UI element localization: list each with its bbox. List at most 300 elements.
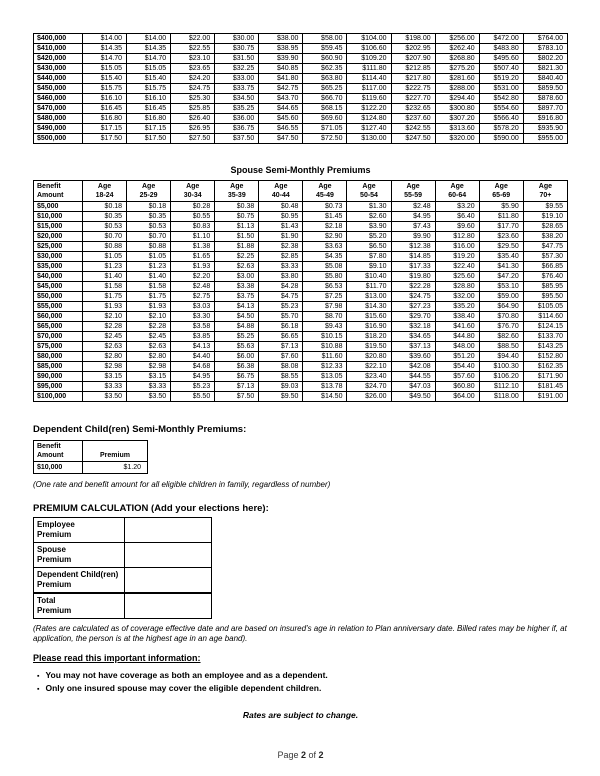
bullet-icon: ▪ bbox=[37, 673, 40, 680]
premium-value-cell: $840.40 bbox=[523, 74, 567, 84]
premium-value-cell: $76.40 bbox=[523, 272, 567, 282]
footer-page-label: Page bbox=[277, 750, 299, 760]
premium-value-cell: $11.70 bbox=[347, 282, 391, 292]
age-band-header: Age 45-49 bbox=[303, 181, 347, 202]
benefit-amount-cell: $5,000 bbox=[34, 202, 83, 212]
premium-value-cell: $7.43 bbox=[391, 222, 435, 232]
table-row bbox=[34, 212, 568, 222]
premium-value-cell: $133.70 bbox=[523, 332, 567, 342]
premium-value-cell: $95.50 bbox=[523, 292, 567, 302]
premium-value-cell: $24.75 bbox=[171, 84, 215, 94]
premium-value-cell: $44.65 bbox=[259, 104, 303, 114]
premium-value-cell: $217.80 bbox=[391, 74, 435, 84]
premium-value-cell: $2.48 bbox=[391, 202, 435, 212]
premium-value-cell: $6.18 bbox=[259, 322, 303, 332]
premium-value-cell: $0.75 bbox=[215, 212, 259, 222]
premium-value-cell: $495.60 bbox=[479, 54, 523, 64]
calc-entry-cell bbox=[125, 518, 212, 543]
premium-value-cell: $783.10 bbox=[523, 44, 567, 54]
premium-value-cell: $1.13 bbox=[215, 222, 259, 232]
premium-value-cell: $1.58 bbox=[83, 282, 127, 292]
premium-value-cell: $22.00 bbox=[171, 34, 215, 44]
premium-value-cell: $2.10 bbox=[83, 312, 127, 322]
premium-value-cell: $16.00 bbox=[435, 242, 479, 252]
benefit-amount-cell: $30,000 bbox=[34, 252, 83, 262]
calc-row-label: Employee Premium bbox=[34, 518, 125, 543]
premium-value-cell: $38.20 bbox=[523, 232, 567, 242]
premium-value-cell: $16.80 bbox=[83, 114, 127, 124]
premium-value-cell: $1.30 bbox=[347, 202, 391, 212]
premium-value-cell: $2.28 bbox=[127, 322, 171, 332]
table-row bbox=[34, 282, 568, 292]
premium-value-cell: $4.75 bbox=[259, 292, 303, 302]
premium-value-cell: $207.90 bbox=[391, 54, 435, 64]
premium-value-cell: $519.20 bbox=[479, 74, 523, 84]
calc-row-label: Total Premium bbox=[34, 593, 125, 619]
premium-value-cell: $47.03 bbox=[391, 382, 435, 392]
premium-value-cell: $2.28 bbox=[83, 322, 127, 332]
premium-value-cell: $14.50 bbox=[303, 392, 347, 402]
premium-value-cell: $17.15 bbox=[127, 124, 171, 134]
premium-value-cell: $3.63 bbox=[303, 242, 347, 252]
premium-value-cell: $15.75 bbox=[83, 84, 127, 94]
premium-value-cell: $64.90 bbox=[479, 302, 523, 312]
table-row bbox=[34, 94, 568, 104]
premium-value-cell: $10.15 bbox=[303, 332, 347, 342]
premium-value-cell: $17.70 bbox=[479, 222, 523, 232]
premium-value-cell: $42.75 bbox=[259, 84, 303, 94]
premium-value-cell: $7.25 bbox=[303, 292, 347, 302]
footer-total-pages: 2 bbox=[318, 750, 324, 760]
premium-value-cell: $9.43 bbox=[303, 322, 347, 332]
premium-value-cell: $57.30 bbox=[523, 252, 567, 262]
premium-value-cell: $14.00 bbox=[127, 34, 171, 44]
premium-value-cell: $256.00 bbox=[435, 34, 479, 44]
benefit-amount-cell: $430,000 bbox=[34, 64, 83, 74]
premium-value-cell: $49.50 bbox=[391, 392, 435, 402]
benefit-amount-cell: $70,000 bbox=[34, 332, 83, 342]
table-row bbox=[34, 252, 568, 262]
premium-value-cell: $15.40 bbox=[83, 74, 127, 84]
premium-value-cell: $25.60 bbox=[435, 272, 479, 282]
premium-value-cell: $4.40 bbox=[171, 352, 215, 362]
premium-value-cell: $222.75 bbox=[391, 84, 435, 94]
premium-value-cell: $104.00 bbox=[347, 34, 391, 44]
dependent-note: (One rate and benefit amount for all eligible children in family, regardless of number) bbox=[33, 480, 331, 489]
premium-value-cell: $320.00 bbox=[435, 134, 479, 144]
premium-value-cell: $106.60 bbox=[347, 44, 391, 54]
table-row bbox=[34, 104, 568, 114]
table-row bbox=[34, 292, 568, 302]
premium-value-cell: $2.90 bbox=[303, 232, 347, 242]
premium-value-cell: $4.13 bbox=[171, 342, 215, 352]
table-row bbox=[34, 372, 568, 382]
premium-value-cell: $143.25 bbox=[523, 342, 567, 352]
premium-value-cell: $25.30 bbox=[171, 94, 215, 104]
premium-value-cell: $51.20 bbox=[435, 352, 479, 362]
premium-value-cell: $36.75 bbox=[215, 124, 259, 134]
premium-value-cell: $4.95 bbox=[391, 212, 435, 222]
premium-value-cell: $35.25 bbox=[215, 104, 259, 114]
premium-value-cell: $122.20 bbox=[347, 104, 391, 114]
premium-value-cell: $6.00 bbox=[215, 352, 259, 362]
premium-value-cell: $17.33 bbox=[391, 262, 435, 272]
premium-value-cell: $7.80 bbox=[347, 252, 391, 262]
premium-value-cell: $3.30 bbox=[171, 312, 215, 322]
premium-value-cell: $1.88 bbox=[215, 242, 259, 252]
premium-value-cell: $16.45 bbox=[83, 104, 127, 114]
premium-value-cell: $542.80 bbox=[479, 94, 523, 104]
premium-value-cell: $11.60 bbox=[303, 352, 347, 362]
premium-value-cell: $3.33 bbox=[83, 382, 127, 392]
premium-value-cell: $18.20 bbox=[347, 332, 391, 342]
calc-row-label: Dependent Child(ren) Premium bbox=[34, 568, 125, 594]
premium-value-cell: $124.80 bbox=[347, 114, 391, 124]
premium-value-cell: $0.53 bbox=[127, 222, 171, 232]
premium-value-cell: $111.80 bbox=[347, 64, 391, 74]
premium-value-cell: $16.10 bbox=[83, 94, 127, 104]
table-row bbox=[34, 84, 568, 94]
page-footer bbox=[33, 750, 568, 761]
premium-value-cell: $307.20 bbox=[435, 114, 479, 124]
table-row bbox=[34, 74, 568, 84]
premium-value-cell: $41.60 bbox=[435, 322, 479, 332]
premium-value-cell: $3.00 bbox=[215, 272, 259, 282]
premium-value-cell: $27.23 bbox=[391, 302, 435, 312]
age-band-header: Age 18-24 bbox=[83, 181, 127, 202]
premium-value-cell: $3.33 bbox=[259, 262, 303, 272]
premium-value-cell: $0.88 bbox=[127, 242, 171, 252]
premium-value-cell: $6.65 bbox=[259, 332, 303, 342]
premium-value-cell: $191.00 bbox=[523, 392, 567, 402]
premium-value-cell: $47.50 bbox=[259, 134, 303, 144]
premium-value-cell: $897.70 bbox=[523, 104, 567, 114]
premium-value-cell: $44.55 bbox=[391, 372, 435, 382]
premium-value-cell: $60.80 bbox=[435, 382, 479, 392]
table-row bbox=[34, 34, 568, 44]
premium-value-cell: $12.33 bbox=[303, 362, 347, 372]
premium-value-cell: $2.10 bbox=[127, 312, 171, 322]
calc-entry-cell bbox=[125, 593, 212, 619]
premium-header: Premium bbox=[83, 441, 148, 462]
premium-value-cell: $6.38 bbox=[215, 362, 259, 372]
premium-value-cell: $3.15 bbox=[83, 372, 127, 382]
calc-entry-cell bbox=[125, 568, 212, 594]
premium-value-cell: $1.58 bbox=[127, 282, 171, 292]
premium-value-cell: $0.83 bbox=[171, 222, 215, 232]
premium-value-cell: $19.50 bbox=[347, 342, 391, 352]
premium-value-cell: $2.45 bbox=[83, 332, 127, 342]
benefit-amount-cell: $60,000 bbox=[34, 312, 83, 322]
premium-value-cell: $2.85 bbox=[259, 252, 303, 262]
premium-value-cell: $0.70 bbox=[127, 232, 171, 242]
premium-value-cell: $114.60 bbox=[523, 312, 567, 322]
table-header-row bbox=[34, 441, 148, 462]
age-band-header: Age 40-44 bbox=[259, 181, 303, 202]
table-row bbox=[34, 362, 568, 372]
premium-value-cell: $39.60 bbox=[391, 352, 435, 362]
table-row bbox=[34, 262, 568, 272]
premium-value-cell: $0.95 bbox=[259, 212, 303, 222]
premium-value-cell: $2.38 bbox=[259, 242, 303, 252]
premium-value-cell: $955.00 bbox=[523, 134, 567, 144]
premium-value-cell: $100.30 bbox=[479, 362, 523, 372]
premium-value-cell: $69.60 bbox=[303, 114, 347, 124]
premium-value-cell: $566.40 bbox=[479, 114, 523, 124]
benefit-amount-cell: $450,000 bbox=[34, 84, 83, 94]
table-row bbox=[34, 322, 568, 332]
age-band-header: Age 30-34 bbox=[171, 181, 215, 202]
premium-value-cell: $1.43 bbox=[259, 222, 303, 232]
premium-value-cell: $13.00 bbox=[347, 292, 391, 302]
table-row bbox=[34, 114, 568, 124]
employee-premiums-table-continued bbox=[33, 33, 568, 144]
premium-value-cell: $39.90 bbox=[259, 54, 303, 64]
table-row bbox=[34, 232, 568, 242]
benefit-amount-cell: $25,000 bbox=[34, 242, 83, 252]
premium-value-cell: $26.95 bbox=[171, 124, 215, 134]
premium-value-cell: $59.45 bbox=[303, 44, 347, 54]
premium-value-cell: $12.80 bbox=[435, 232, 479, 242]
premium-value-cell: $14.70 bbox=[127, 54, 171, 64]
benefit-amount-cell: $500,000 bbox=[34, 134, 83, 144]
age-band-header: Age 65-69 bbox=[479, 181, 523, 202]
premium-value-cell: $31.50 bbox=[215, 54, 259, 64]
premium-value-cell: $24.20 bbox=[171, 74, 215, 84]
premium-value-cell: $237.60 bbox=[391, 114, 435, 124]
premium-value-cell: $4.35 bbox=[303, 252, 347, 262]
spouse-premiums-table bbox=[33, 180, 568, 402]
premium-value-cell: $2.48 bbox=[171, 282, 215, 292]
premium-value-cell: $0.55 bbox=[171, 212, 215, 222]
dependent-premiums-table bbox=[33, 440, 148, 474]
premium-value-cell: $1.50 bbox=[215, 232, 259, 242]
benefit-amount-cell: $10,000 bbox=[34, 462, 83, 474]
premium-value-cell: $2.60 bbox=[347, 212, 391, 222]
premium-value-cell: $65.25 bbox=[303, 84, 347, 94]
premium-value-cell: $60.90 bbox=[303, 54, 347, 64]
premium-value-cell: $27.50 bbox=[171, 134, 215, 144]
premium-value-cell: $127.40 bbox=[347, 124, 391, 134]
premium-value-cell: $1.05 bbox=[127, 252, 171, 262]
premium-value-cell: $3.33 bbox=[127, 382, 171, 392]
premium-value-cell: $30.75 bbox=[215, 44, 259, 54]
premium-value-cell: $483.80 bbox=[479, 44, 523, 54]
premium-value-cell: $9.90 bbox=[391, 232, 435, 242]
premium-value-cell: $22.28 bbox=[391, 282, 435, 292]
premium-value-cell: $2.18 bbox=[303, 222, 347, 232]
premium-value-cell: $275.20 bbox=[435, 64, 479, 74]
list-item bbox=[33, 683, 568, 696]
premium-value-cell: $0.18 bbox=[83, 202, 127, 212]
premium-value-cell: $6.75 bbox=[215, 372, 259, 382]
premium-value-cell: $5.90 bbox=[479, 202, 523, 212]
premium-value-cell: $859.50 bbox=[523, 84, 567, 94]
premium-value-cell: $313.60 bbox=[435, 124, 479, 134]
rates-subject-to-change-note: Rates are subject to change. bbox=[242, 710, 359, 720]
premium-value-cell: $23.40 bbox=[347, 372, 391, 382]
table-row bbox=[34, 518, 212, 543]
premium-value-cell: $25.85 bbox=[171, 104, 215, 114]
table-row bbox=[34, 302, 568, 312]
premium-value-cell: $5.23 bbox=[259, 302, 303, 312]
premium-value-cell: $1.90 bbox=[259, 232, 303, 242]
premium-value-cell: $0.53 bbox=[83, 222, 127, 232]
premium-value-cell: $38.00 bbox=[259, 34, 303, 44]
premium-value-cell: $117.00 bbox=[347, 84, 391, 94]
age-band-header: Age 70+ bbox=[523, 181, 567, 202]
table-row bbox=[34, 382, 568, 392]
premium-value-cell: $85.95 bbox=[523, 282, 567, 292]
premium-value-cell: $2.25 bbox=[215, 252, 259, 262]
age-band-header: Age 35-39 bbox=[215, 181, 259, 202]
benefit-amount-cell: $20,000 bbox=[34, 232, 83, 242]
premium-value-cell: $43.70 bbox=[259, 94, 303, 104]
premium-value-cell: $59.00 bbox=[479, 292, 523, 302]
premium-value-cell: $62.35 bbox=[303, 64, 347, 74]
premium-value-cell: $41.80 bbox=[259, 74, 303, 84]
premium-value-cell: $3.15 bbox=[127, 372, 171, 382]
premium-value-cell: $764.00 bbox=[523, 34, 567, 44]
premium-value-cell: $47.75 bbox=[523, 242, 567, 252]
premium-value-cell: $23.10 bbox=[171, 54, 215, 64]
table-row bbox=[34, 462, 148, 474]
premium-value-cell: $1.23 bbox=[83, 262, 127, 272]
premium-value-cell: $916.80 bbox=[523, 114, 567, 124]
premium-value-cell: $15.40 bbox=[127, 74, 171, 84]
premium-value-cell: $0.70 bbox=[83, 232, 127, 242]
premium-value-cell: $22.10 bbox=[347, 362, 391, 372]
premium-value-cell: $14.85 bbox=[391, 252, 435, 262]
premium-value-cell: $20.80 bbox=[347, 352, 391, 362]
benefit-amount-cell: $470,000 bbox=[34, 104, 83, 114]
premium-value-cell: $2.63 bbox=[215, 262, 259, 272]
premium-value-cell: $17.50 bbox=[83, 134, 127, 144]
table-row bbox=[34, 134, 568, 144]
premium-value-cell: $119.60 bbox=[347, 94, 391, 104]
premium-value-cell: $9.03 bbox=[259, 382, 303, 392]
premium-value-cell: $38.95 bbox=[259, 44, 303, 54]
table-row bbox=[34, 44, 568, 54]
age-band-header: Age 60-64 bbox=[435, 181, 479, 202]
table-row bbox=[34, 352, 568, 362]
premium-value-cell: $29.70 bbox=[391, 312, 435, 322]
premium-value-cell: $23.60 bbox=[479, 232, 523, 242]
rates-calculation-note: (Rates are calculated as of coverage effective date and are based on insured's age in relation to Plan anniversary date. Billed rates may be higher if, at application, the person is at the highest age in an age band). bbox=[33, 624, 567, 643]
important-info-list bbox=[33, 670, 568, 695]
premium-value-cell: $8.70 bbox=[303, 312, 347, 322]
table-row bbox=[34, 54, 568, 64]
premium-value-cell: $76.70 bbox=[479, 322, 523, 332]
premium-value-cell: $3.80 bbox=[259, 272, 303, 282]
premium-value-cell: $47.20 bbox=[479, 272, 523, 282]
premium-value-cell: $16.45 bbox=[127, 104, 171, 114]
premium-value-cell: $7.60 bbox=[259, 352, 303, 362]
calc-entry-cell bbox=[125, 543, 212, 568]
premium-value-cell: $70.80 bbox=[479, 312, 523, 322]
bullet-text: Only one insured spouse may cover the eligible dependent children. bbox=[45, 682, 322, 693]
footer-of-label: of bbox=[308, 750, 317, 760]
premium-value-cell: $22.40 bbox=[435, 262, 479, 272]
premium-value-cell: $32.18 bbox=[391, 322, 435, 332]
premium-value-cell: $15.05 bbox=[83, 64, 127, 74]
premium-value-cell: $3.38 bbox=[215, 282, 259, 292]
premium-value-cell: $1.40 bbox=[83, 272, 127, 282]
premium-value-cell: $14.35 bbox=[83, 44, 127, 54]
premium-value-cell: $0.88 bbox=[83, 242, 127, 252]
premium-value-cell: $35.40 bbox=[479, 252, 523, 262]
premium-value-cell: $9.55 bbox=[523, 202, 567, 212]
benefit-amount-cell: $490,000 bbox=[34, 124, 83, 134]
benefit-amount-cell: $80,000 bbox=[34, 352, 83, 362]
premium-value-cell: $472.00 bbox=[479, 34, 523, 44]
premium-value-cell: $3.50 bbox=[127, 392, 171, 402]
premium-value-cell: $19.80 bbox=[391, 272, 435, 282]
premium-value-cell: $1.75 bbox=[83, 292, 127, 302]
premium-value-cell: $37.50 bbox=[215, 134, 259, 144]
premium-value-cell: $106.20 bbox=[479, 372, 523, 382]
premium-value-cell: $3.03 bbox=[171, 302, 215, 312]
premium-value-cell: $3.50 bbox=[83, 392, 127, 402]
premium-value-cell: $46.55 bbox=[259, 124, 303, 134]
benefit-amount-cell: $15,000 bbox=[34, 222, 83, 232]
premium-value-cell: $35.20 bbox=[435, 302, 479, 312]
premium-value-cell: $198.00 bbox=[391, 34, 435, 44]
premium-value-cell: $7.50 bbox=[215, 392, 259, 402]
premium-value-cell: $262.40 bbox=[435, 44, 479, 54]
premium-value-cell: $34.65 bbox=[391, 332, 435, 342]
premium-value-cell: $0.38 bbox=[215, 202, 259, 212]
premium-value-cell: $5.20 bbox=[347, 232, 391, 242]
premium-value-cell: $5.23 bbox=[171, 382, 215, 392]
premium-value-cell: $2.63 bbox=[83, 342, 127, 352]
premium-value-cell: $3.58 bbox=[171, 322, 215, 332]
benefit-amount-cell: $10,000 bbox=[34, 212, 83, 222]
premium-value-cell: $935.90 bbox=[523, 124, 567, 134]
premium-value-cell: $28.80 bbox=[435, 282, 479, 292]
premium-value-cell: $24.75 bbox=[391, 292, 435, 302]
premium-value-cell: $2.98 bbox=[127, 362, 171, 372]
premium-value-cell: $30.00 bbox=[215, 34, 259, 44]
premium-value-cell: $578.20 bbox=[479, 124, 523, 134]
premium-value-cell: $15.60 bbox=[347, 312, 391, 322]
premium-value-cell: $294.40 bbox=[435, 94, 479, 104]
dependent-section-heading: Dependent Child(ren) Semi-Monthly Premiums: bbox=[33, 424, 247, 435]
premium-value-cell: $54.40 bbox=[435, 362, 479, 372]
premium-value-cell: $41.30 bbox=[479, 262, 523, 272]
premium-value-cell: $64.00 bbox=[435, 392, 479, 402]
premium-value-cell: $1.65 bbox=[171, 252, 215, 262]
list-item bbox=[33, 670, 568, 683]
premium-value-cell: $33.75 bbox=[215, 84, 259, 94]
premium-value-cell: $34.50 bbox=[215, 94, 259, 104]
benefit-amount-cell: $420,000 bbox=[34, 54, 83, 64]
premium-value-cell: $531.00 bbox=[479, 84, 523, 94]
table-row bbox=[34, 312, 568, 322]
premium-value-cell: $4.68 bbox=[171, 362, 215, 372]
premium-value-cell: $7.98 bbox=[303, 302, 347, 312]
benefit-amount-cell: $90,000 bbox=[34, 372, 83, 382]
premium-value-cell: $82.60 bbox=[479, 332, 523, 342]
premium-value-cell: $0.35 bbox=[83, 212, 127, 222]
premium-value-cell: $13.78 bbox=[303, 382, 347, 392]
premium-value-cell: $5.63 bbox=[215, 342, 259, 352]
premium-value-cell: $281.60 bbox=[435, 74, 479, 84]
premium-value-cell: $6.50 bbox=[347, 242, 391, 252]
premium-value-cell: $15.05 bbox=[127, 64, 171, 74]
table-row bbox=[34, 392, 568, 402]
premium-value-cell: $44.80 bbox=[435, 332, 479, 342]
